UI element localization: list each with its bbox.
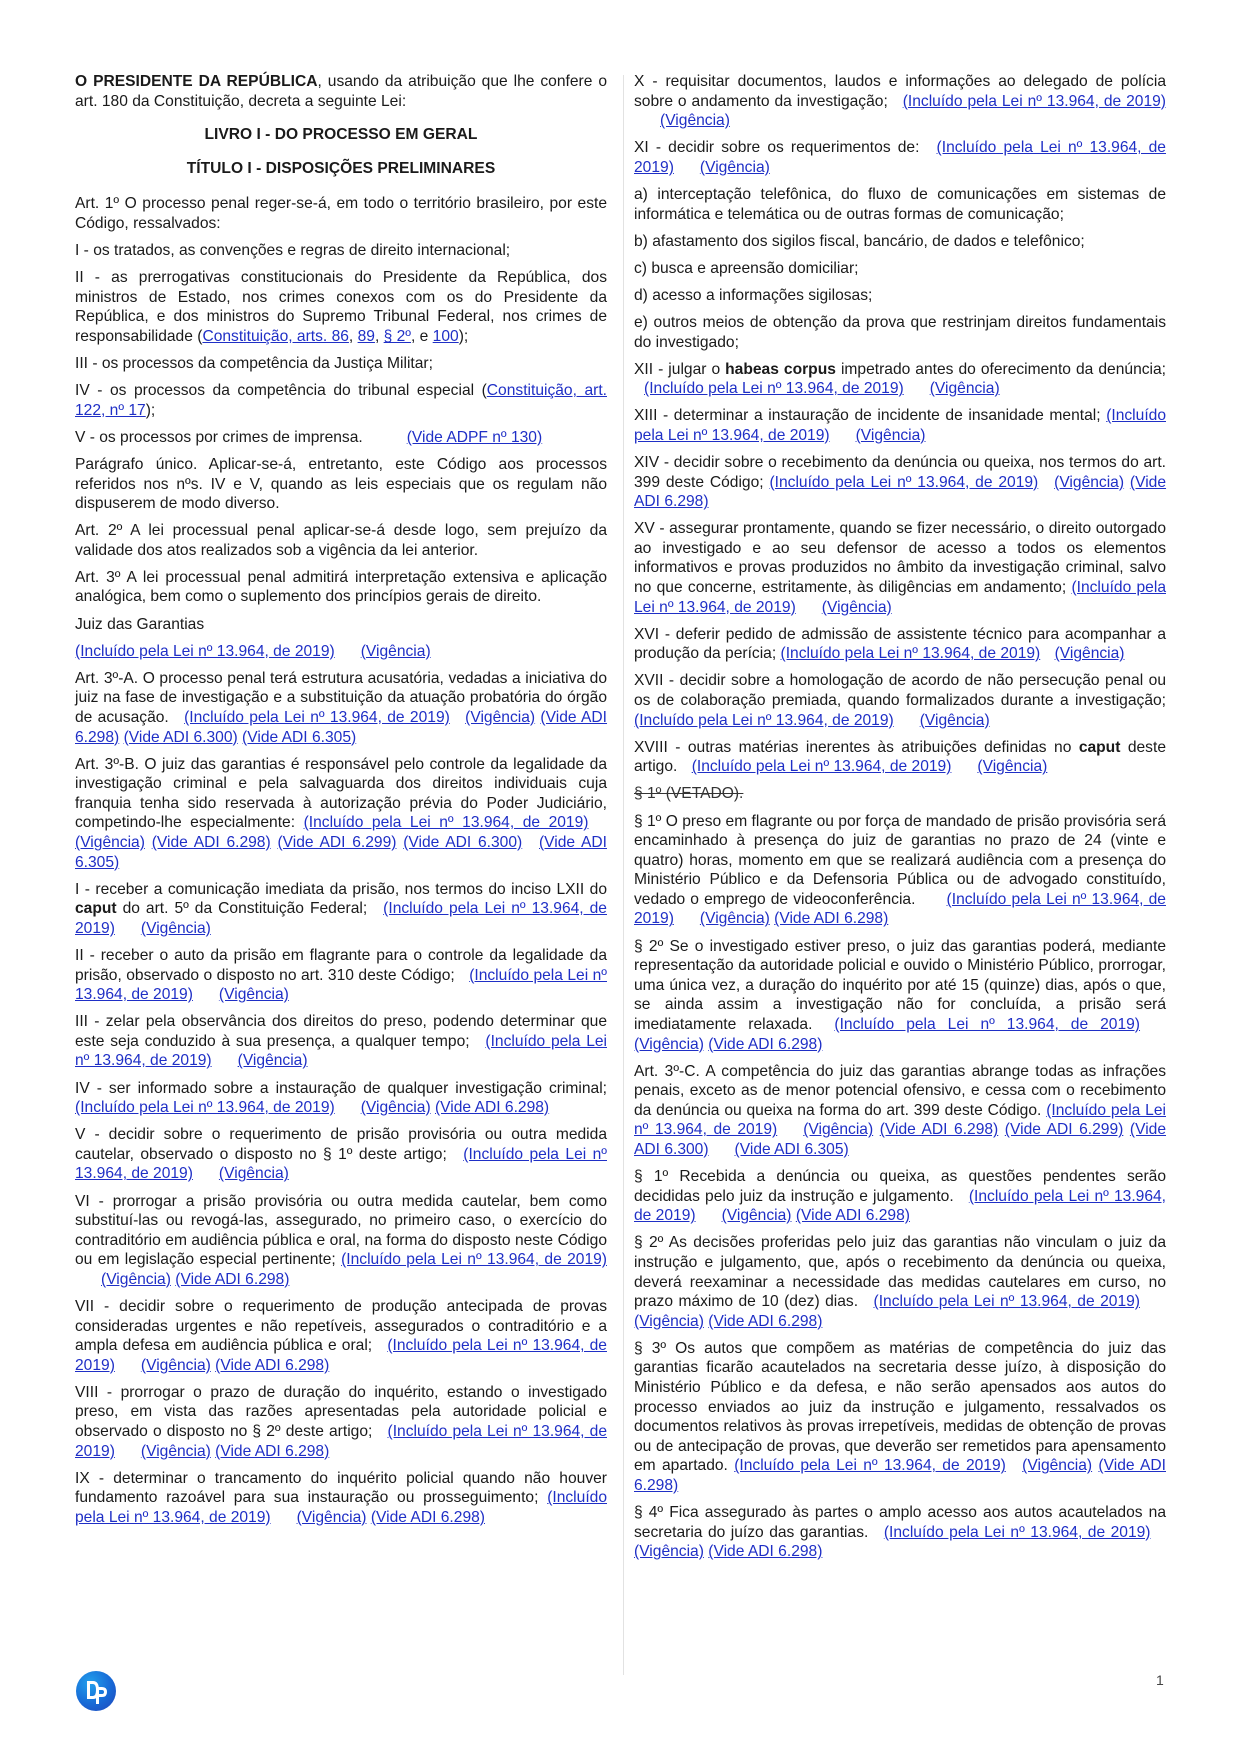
link-vigencia[interactable]: (Vigência) [218,986,289,1004]
text: do art. 5º da Constituição Federal; [116,900,368,918]
art3b-inciso-xi [634,138,1166,177]
link-incluido-lei[interactable]: (Incluído pela Lei nº 13.964, de 2019) [769,473,1039,491]
titulo-heading: TÍTULO I - DISPOSIÇÕES PRELIMINARES [186,159,496,177]
text: Art. 3º-A. O processo penal terá estrutura acusatória, vedadas a iniciativa do juiz na fase de investigação e a substituição da atuação probatória do órgão de acusação. [75,669,607,726]
text: XII - julgar o [634,360,726,378]
text: , e [411,327,433,345]
link-vide-adi-6305[interactable]: (Vide ADI 6.305) [734,1141,849,1158]
link-vide-adi-6298[interactable]: (Vide ADI 6.298) [75,708,608,746]
art3b-inciso-viii [75,1383,607,1461]
link-incluido-lei[interactable]: (Incluído pela Lei nº 13.964, de 2019) [634,890,1166,928]
text: V - os processos por crimes de imprensa. [75,428,363,446]
preamble [75,72,607,111]
art3b-inciso-xvi [634,625,1166,664]
link-vide-adi-6305[interactable]: (Vide ADI 6.305) [75,834,607,871]
right-column [634,72,1166,1569]
text: § 2º Se o investigado estiver preso, o juiz das garantias poderá, mediante representação da autoridade policial e ouvido o Ministério Público, prorrogar, uma única vez, a duração do inquérito por até 15 (quinze) dias, após o que, se ainda assim a investigação não for concluída, a prisão será imediatamente relaxada. [634,937,1166,1033]
art3a [75,669,607,747]
art3b-inciso-xiii [634,406,1166,445]
link-vigencia[interactable]: (Vigência) [140,1442,211,1460]
text: XV - assegurar prontamente, quando se fizer necessário, o direito outorgado ao investigado e ao seu defensor de acesso a todos os elementos informativos e provas produzidos no âmbito da investigação criminal, salvo no que concerne, estritamente, às diligências em andamento; [634,520,1166,597]
link-vide-adi-6300[interactable]: (Vide ADI 6.300) [634,1121,1167,1158]
text: X - requisitar documentos, laudos e informações ao delegado de polícia sobre o andamento da investigação; [634,73,1166,110]
link-vigencia[interactable]: (Vigência) [1022,1457,1093,1475]
text: XI - decidir sobre os requerimentos de: [634,139,920,157]
art3b-inciso-iv [75,1079,607,1118]
text: Art. 3º-C. A competência do juiz das garantias abrange todas as infrações penais, exceto as de menor potencial ofensivo, e cessa com o recebimento da denúncia ou queixa na forma do art. 399 deste Código. [634,1062,1166,1119]
art3b-inciso-xviii [634,738,1166,777]
art3b-inciso-vii [75,1297,607,1375]
art3b-inciso-ii [75,946,607,1005]
link-vide-adi-6298[interactable]: (Vide ADI 6.298) [708,1543,823,1561]
link-vide-adi-6305[interactable]: (Vide ADI 6.305) [242,728,357,746]
link-incluido-lei[interactable]: (Incluído pela Lei nº 13.964, de 2019) [691,758,952,776]
juiz-das-garantias-heading: Juiz das Garantias [75,615,205,633]
text: , [374,327,384,345]
link-vide-adi-6298[interactable]: (Vide ADI 6.298) [634,473,1167,511]
link-incluido-lei[interactable]: (Incluído pela Lei nº 13.964, de 2019) [341,1251,607,1269]
art3b-inciso-xii [634,360,1166,399]
text: XVII - decidir sobre a homologação de acordo de não persecução penal ou os de colaboração premiada, quando formalizados durante a investigação; [634,672,1166,710]
preamble-text: , usando da atribuição que lhe confere o art. 180 da Constituição, decreta a seguinte Lei: [75,73,607,110]
link-incluido-lei[interactable]: (Incluído pela Lei nº 13.964, de 2019) [75,966,607,1004]
art3b-xi-alinea-e: e) outros meios de obtenção da prova que restrinjam direitos fundamentais do investigado; [634,313,1166,351]
text: § 1º Recebida a denúncia ou queixa, as questões pendentes serão decididas pelo juiz da instrução e julgamento. [634,1168,1166,1205]
link-vigencia[interactable]: (Vigência) [699,158,770,176]
art3b-xi-alinea-a: a) interceptação telefônica, do fluxo de comunicações em sistemas de informática e telemática ou de outras formas de comunicação; [634,185,1166,223]
text: VII - decidir sobre o requerimento de produção antecipada de provas consideradas urgentes e não repetíveis, assegurados o contraditório e a ampla defesa em audiência pública e oral; [75,1297,607,1355]
link-incluido-lei[interactable]: (Incluído pela Lei nº 13.964, de 2019) [75,900,607,937]
text: VIII - prorrogar o prazo de duração do inquérito, estando o investigado preso, em vista das razões apresentadas pela autoridade policial e observado o disposto no § 2º deste artigo; [75,1383,607,1441]
link-incluido-lei[interactable]: (Incluído pela Lei nº 13.964, de 2019) [75,1337,607,1374]
link-incluido-lei[interactable]: (Incluído pela Lei nº 13.964, de 2019) [902,92,1166,110]
link-vide-adi-6298[interactable]: (Vide ADI 6.298) [879,1121,999,1139]
link-incluido-lei[interactable]: (Incluído pela Lei nº 13.964, de 2019) [634,139,1166,176]
column-divider [623,75,624,1675]
link-incluido-lei[interactable]: (Incluído pela Lei nº 13.964, de 2019) [634,1101,1166,1139]
art3b-par2 [634,937,1166,1055]
art3c [634,1062,1166,1160]
text: ); [458,327,469,345]
art3c-par4 [634,1503,1166,1562]
link-vigencia[interactable]: (Vigência) [721,1207,792,1225]
text: XVIII - outras matérias inerentes às atribuições definidas no [634,738,1079,756]
link-constituicao-par2[interactable]: § 2º [383,327,411,345]
link-vigencia[interactable]: (Vigência) [855,426,926,444]
text: IV - os processos da competência do tribunal especial ( [75,382,487,400]
link-vide-adi-6298[interactable]: (Vide ADI 6.298) [370,1508,485,1526]
dp-monogram-icon [76,1671,116,1711]
link-incluido-lei[interactable]: (Incluído pela Lei nº 13.964, de 2019) [873,1293,1140,1311]
bold-caput: caput [1078,738,1121,756]
text: § 4º Fica assegurado às partes o amplo acesso aos autos acautelados na secretaria do juízo das garantias. [634,1504,1166,1541]
art3b-inciso-ix [75,1469,607,1528]
link-vigencia[interactable]: (Vigência) [699,910,770,928]
link-vigencia[interactable]: (Vigência) [237,1052,308,1070]
art3b-inciso-iii [75,1012,607,1071]
link-vide-adi-6299[interactable]: (Vide ADI 6.299) [277,834,397,851]
text: IX - determinar o trancamento do inquérito policial quando não houver fundamento razoável para sua instauração ou prosseguimento; [75,1469,607,1507]
link-vide-adi-6298[interactable]: (Vide ADI 6.298) [434,1099,550,1117]
paragrafo-unico: Parágrafo único. Aplicar-se-á, entretanto, este Código aos processos referidos nos nºs. IV e V, quando as leis especiais que os regulam não dispuserem de modo diverso. [75,455,607,513]
link-vide-adi-6299[interactable]: (Vide ADI 6.299) [1004,1121,1124,1139]
link-vide-adi-6298[interactable]: (Vide ADI 6.298) [215,1356,330,1374]
juiz-garantias-refs [75,642,607,662]
link-constituicao-art86[interactable]: Constituição, arts. 86 [202,327,349,345]
preamble-bold: O PRESIDENTE DA REPÚBLICA [75,73,318,90]
link-vigencia[interactable]: (Vigência) [140,919,211,937]
link-incluido-lei[interactable]: (Incluído pela Lei nº 13.964, de 2019) [75,1423,607,1460]
text: Art. 3º-B. O juiz das garantias é responsável pelo controle da legalidade da investigação criminal e pela salvaguarda dos direitos individuais cuja franquia tenha sido reservada à autorização prévia do Poder Judiciário, competindo-lhe especialmente: [75,755,607,832]
left-column [75,72,607,1535]
text: III - zelar pela observância dos direitos do preso, podendo determinar que este seja conduzido à sua presença, a qualquer tempo; [75,1013,607,1050]
bold-habeas-corpus: habeas corpus [725,360,836,378]
link-vigencia[interactable]: (Vigência) [75,834,145,851]
art3b [75,755,607,873]
link-incluido-lei[interactable]: (Incluído pela Lei nº 13.964, de 2019) [184,708,450,726]
link-incluido-lei[interactable]: (Incluído pela Lei nº 13.964, de 2019) [644,380,904,398]
link-incluido-lei[interactable]: (Incluído pela Lei nº 13.964, de 2019) [634,579,1166,616]
link-vigencia[interactable]: (Vigência) [634,1543,704,1561]
link-vigencia[interactable]: (Vigência) [465,708,536,726]
art3c-par2 [634,1233,1166,1331]
art2: Art. 2º A lei processual penal aplicar-se-á desde logo, sem prejuízo da validade dos atos realizados sob a vigência da lei anterior. [75,522,607,559]
link-vigencia[interactable]: (Vigência) [821,598,892,616]
text: I - receber a comunicação imediata da prisão, nos termos do inciso LXII do [75,880,607,898]
link-vigencia[interactable]: (Vigência) [296,1508,367,1526]
link-vigencia[interactable]: (Vigência) [1054,645,1125,663]
link-incluido-lei[interactable]: (Incluído pela Lei nº 13.964, de 2019) [734,1457,1006,1475]
link-incluido-lei[interactable]: (Incluído pela Lei nº 13.964, de 2019) [75,1145,607,1183]
link-vigencia[interactable]: (Vigência) [919,711,990,729]
text: VI - prorrogar a prisão provisória ou outra medida cautelar, bem como substituí-las ou revogá-las, assegurado, no primeiro caso, o exercício do contraditório em audiência pública e oral, na forma do disposto neste Código ou em legislação especial pertinente; [75,1192,607,1269]
link-vigencia[interactable]: (Vigência) [360,642,431,660]
publisher-logo-icon [76,1671,116,1711]
art1-inciso-iii: III - os processos da competência da Justiça Militar; [75,355,433,373]
link-vide-adi-6298[interactable]: (Vide ADI 6.298) [708,1035,823,1053]
art1-inciso-i: I - os tratados, as convenções e regras de direito internacional; [75,242,511,260]
link-vigencia[interactable]: (Vigência) [101,1270,171,1288]
link-vide-adpf-130[interactable]: (Vide ADPF nº 130) [406,428,543,446]
text: deste artigo. [634,738,1166,776]
link-incluido-lei[interactable]: (Incluído pela Lei nº 13.964, de 2019) [883,1523,1151,1541]
link-vide-adi-6298[interactable]: (Vide ADI 6.298) [795,1207,910,1225]
art3b-xi-alinea-d: d) acesso a informações sigilosas; [634,286,873,304]
link-vide-adi-6298[interactable]: (Vide ADI 6.298) [215,1442,330,1460]
art3b-par1 [634,812,1166,930]
link-vide-adi-6298[interactable]: (Vide ADI 6.298) [708,1312,823,1330]
art3b-xi-alinea-b: b) afastamento dos sigilos fiscal, bancário, de dados e telefônico; [634,232,1085,250]
text: XIII - determinar a instauração de incidente de insanidade mental; [634,407,1101,425]
text: ); [145,401,156,419]
page-number: 1 [1156,1672,1164,1688]
link-incluido-lei[interactable]: (Incluído pela Lei nº 13.964, de 2019) [303,814,589,832]
art3b-inciso-xiv [634,453,1166,512]
link-vigencia[interactable]: (Vigência) [977,758,1048,776]
link-vide-adi-6298[interactable]: (Vide ADI 6.298) [175,1270,290,1288]
art3c-par1 [634,1167,1166,1226]
art3b-inciso-xvii [634,671,1166,730]
text: IV - ser informado sobre a instauração de qualquer investigação criminal; [75,1079,607,1097]
link-incluido-lei[interactable]: (Incluído pela Lei nº 13.964, de 2019) [834,1015,1141,1033]
link-vigencia[interactable]: (Vigência) [634,1035,704,1053]
text: V - decidir sobre o requerimento de prisão provisória ou outra medida cautelar, observado o disposto no § 1º deste artigo; [75,1126,607,1163]
link-vide-adi-6298[interactable]: (Vide ADI 6.298) [774,910,889,928]
text: II - receber o auto da prisão em flagrante para o controle da legalidade da prisão, observado o disposto no art. 310 deste Código; [75,946,607,984]
link-incluido-lei[interactable]: (Incluído pela Lei nº 13.964, de 2019) [75,1099,335,1117]
livro-heading: LIVRO I - DO PROCESSO EM GERAL [204,126,478,144]
par1-vetado: § 1º (VETADO). [634,785,744,803]
link-vigencia[interactable]: (Vigência) [218,1165,289,1183]
link-incluido-lei[interactable]: (Incluído pela Lei nº 13.964, de 2019) [634,1187,1166,1225]
text: , [348,327,358,345]
link-vigencia[interactable]: (Vigência) [929,380,1000,398]
link-incluido-lei[interactable]: (Incluído pela Lei nº 13.964, de 2019) [634,711,894,729]
art1-inciso-v [75,428,607,448]
text: XVI - deferir pedido de admissão de assistente técnico para acompanhar a produção da perícia; [634,625,1166,663]
art1-inciso-iv [75,381,607,420]
art1: Art. 1º O processo penal reger-se-á, em todo o território brasileiro, por este Código, ressalvados: [75,195,607,232]
text: II - as prerrogativas constitucionais do Presidente da República, dos ministros de Estado, nos crimes conexos com os do Presidente da República, e dos ministros do Supremo Tribunal Federal, nos crimes de responsabilidade ( [75,269,607,345]
link-vide-adi-6300[interactable]: (Vide ADI 6.300) [403,834,523,851]
text: impetrado antes do oferecimento da denúncia; [835,360,1167,378]
link-constituicao-89[interactable]: 89 [357,327,375,345]
link-incluido-lei[interactable]: (Incluído pela Lei nº 13.964, de 2019) [780,645,1041,663]
text: § 3º Os autos que compõem as matérias de competência do juiz das garantias ficarão acautelados na secretaria desse juízo, à disposição do Ministério Público e da defesa, e não serão apensados aos autos do processo enviados ao juiz da instrução e julgamento, ressalvados os documentos relativos às provas irrepetíveis, medidas de obtenção de provas ou de antecipação de provas, que deverão ser remetidos para apensamento em apartado. [634,1339,1166,1475]
art3b-inciso-vi [75,1192,607,1290]
art3: Art. 3º A lei processual penal admitirá interpretação extensiva e aplicação analógica, bem como o suplemento dos princípios gerais de direito. [75,568,607,606]
link-vigencia[interactable]: (Vigência) [803,1121,874,1139]
art3b-inciso-x [634,72,1166,131]
link-vigencia[interactable]: (Vigência) [140,1356,211,1374]
art1-inciso-ii [75,268,607,346]
link-vigencia[interactable]: (Vigência) [634,1312,704,1330]
link-incluido-lei[interactable]: (Incluído pela Lei nº 13.964, de 2019) [75,1489,607,1526]
art3b-inciso-xv [634,519,1166,617]
link-incluido-lei[interactable]: (Incluído pela Lei nº 13.964, de 2019) [75,642,335,660]
text: § 1º O preso em flagrante ou por força de mandado de prisão provisória será encaminhado à presença do juiz de garantias no prazo de 24 (vinte e quatro) horas, momento em que se realizará audiência com a presença do Ministério Público e da Defensoria Pública ou de advogado constituído, vedado o emprego de videoconferência. [634,812,1166,908]
art3b-xi-alinea-c: c) busca e apreensão domiciliar; [634,259,859,277]
text: § 2º As decisões proferidas pelo juiz das garantias não vinculam o juiz da instrução e julgamento, que, após o recebimento da denúncia ou queixa, deverá reexaminar a necessidade das medidas cautelares em curso, no prazo máximo de 10 (dez) dias. [634,1234,1166,1311]
link-vide-adi-6300[interactable]: (Vide ADI 6.300) [123,728,238,746]
bold-caput: caput [75,900,117,918]
art3b-inciso-i [75,880,607,939]
link-incluido-lei[interactable]: (Incluído pela Lei nº 13.964, de 2019) [634,407,1166,444]
art3b-inciso-v [75,1125,607,1184]
link-incluido-lei[interactable]: (Incluído pela Lei nº 13.964, de 2019) [75,1032,607,1070]
text: XIV - decidir sobre o recebimento da denúncia ou queixa, nos termos do art. 399 deste Código; [634,454,1166,491]
link-constituicao-100[interactable]: 100 [432,327,459,345]
link-vigencia[interactable]: (Vigência) [1054,473,1125,491]
link-vide-adi-6298[interactable]: (Vide ADI 6.298) [151,834,271,851]
link-vide-adi-6298[interactable]: (Vide ADI 6.298) [634,1457,1166,1494]
art3c-par3 [634,1339,1166,1496]
link-vigencia[interactable]: (Vigência) [660,112,730,130]
link-constituicao-art122[interactable]: Constituição, art. 122, nº 17 [75,382,607,419]
link-vigencia[interactable]: (Vigência) [360,1099,431,1117]
